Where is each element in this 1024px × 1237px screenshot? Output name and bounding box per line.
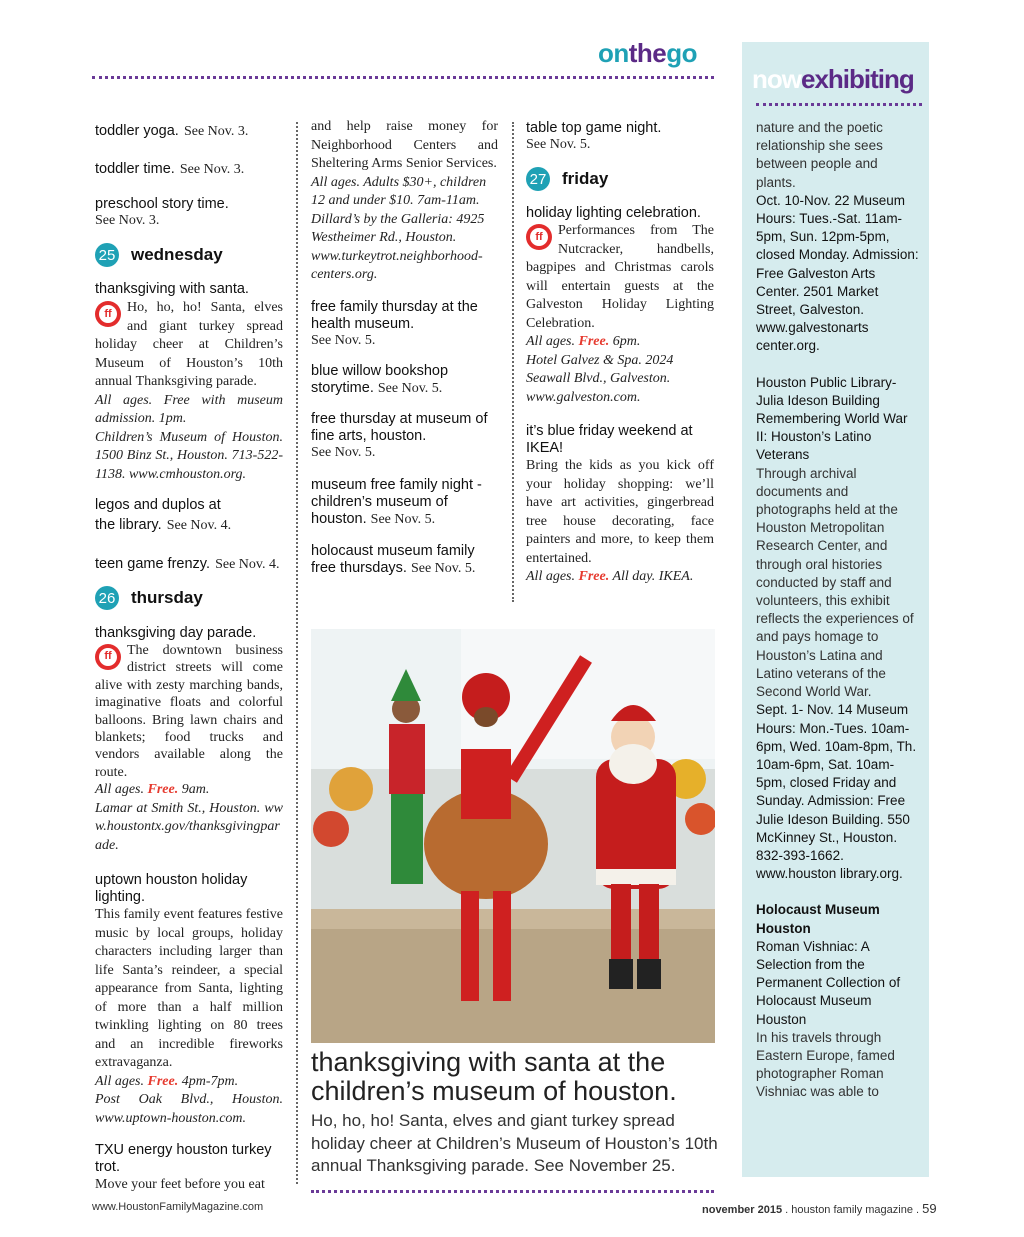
event-title: it’s blue friday weekend at IKEA! bbox=[526, 423, 693, 456]
photo-illustration bbox=[311, 629, 715, 1043]
exhibit-2-description: Through archival documents and photographs held at the Houston Metropolitan Research Center, and through oral histories conducted by staff and volunteers, this exhibit reflects the experiences of and pays homage to Houston’s Latina and Latino veterans of the Second World War. bbox=[756, 465, 914, 700]
event-details bbox=[95, 781, 283, 800]
event-see: See Nov. 5. bbox=[311, 332, 376, 348]
column-divider bbox=[512, 122, 514, 602]
event-body bbox=[526, 222, 714, 333]
exhibit-2-details: Sept. 1- Nov. 14 Museum Hours: Mon.-Tues. 10am-6pm, Wed. 10am-8pm, Th. 10am-6pm, Sat. 10am-5pm, closed Friday and Sunday. Admission: Free Julie Ideson Building. 550 McKinney St., Houston. 832-393-1662. www.houston library.org. bbox=[756, 702, 917, 882]
event-see: See Nov. 5. bbox=[410, 560, 476, 576]
column-1 bbox=[95, 118, 283, 1195]
ages: All ages. bbox=[95, 782, 144, 798]
title-text: museum free family night - children’s museum of houston. bbox=[311, 476, 482, 527]
event-title: uptown houston holiday lighting. bbox=[95, 872, 248, 906]
ages: All ages. bbox=[95, 1073, 144, 1089]
sidebar-heading bbox=[752, 64, 914, 95]
photo-caption-body: Ho, ho, ho! Santa, elves and giant turkey spread holiday cheer at Children’s Museum of Houston’s 10th annual Thanksgiving parade. See November 25. bbox=[311, 1111, 718, 1175]
exhibit-2-title: Houston Public Library-Julia Ideson Building Remembering World War II: Houston’s Latino Veterans bbox=[756, 374, 908, 463]
footer-page-number: 59 bbox=[922, 1201, 937, 1216]
exhibit-3-subtitle: Roman Vishniac: A Selection from the Permanent Collection of Holocaust Museum Houston bbox=[756, 938, 901, 1027]
event-title: toddler time. bbox=[95, 161, 175, 177]
header-divider bbox=[92, 76, 714, 79]
event-description: Bring the kids as you kick off your holiday shopping: we’ll have art activities, gingerbread tree house decorating, face painters and more, to keep them entertained. bbox=[526, 458, 714, 566]
event-see: See Nov. 3. bbox=[183, 124, 249, 139]
event-title bbox=[311, 543, 498, 577]
event-body bbox=[95, 299, 283, 392]
exhibit-1-description: nature and the poetic relationship she sees between people and plants. bbox=[756, 120, 883, 190]
event-title: preschool story time. bbox=[95, 196, 229, 212]
column-divider bbox=[296, 122, 298, 1184]
sidebar-divider bbox=[756, 103, 922, 106]
day-header-26 bbox=[95, 586, 283, 610]
event-body bbox=[95, 642, 283, 781]
event-details bbox=[526, 568, 714, 587]
free-label: Free. bbox=[147, 782, 179, 798]
day-name: thursday bbox=[131, 588, 203, 607]
free-label: Free. bbox=[578, 569, 610, 584]
event-see: See Nov. 5. bbox=[377, 380, 443, 396]
photo-caption-heading: thanksgiving with santa at the children’s museum of houston. bbox=[311, 1047, 677, 1106]
heading-exhibiting: exhibiting bbox=[801, 64, 914, 94]
time: All day. IKEA. bbox=[612, 569, 694, 584]
exhibit-3-title: Holocaust Museum Houston bbox=[756, 902, 880, 936]
event-location: Lamar at Smith St., Houston. www.houstontx.gov/thanksgivingparade. bbox=[95, 800, 283, 853]
day-name: friday bbox=[562, 169, 609, 188]
event-details: All ages. Adults $30+, children 12 and under $10. 7am-11am. Dillard’s by the Galleria: 4925 Westheimer Rd., Houston. www.turkeytrot.neighborhood-centers.org. bbox=[311, 174, 487, 282]
family-friendly-icon: ff bbox=[95, 644, 121, 670]
event-title: free family thursday at the health museum. bbox=[311, 298, 478, 332]
event-title: legos and duplos at bbox=[95, 497, 221, 513]
event-details bbox=[526, 333, 714, 352]
event-title: the library. bbox=[95, 517, 162, 533]
event-description: and help raise money for Neighborhood Centers and Sheltering Arms Senior Services. bbox=[311, 119, 498, 171]
event-details bbox=[95, 1073, 283, 1092]
exhibit-3-description: In his travels through Eastern Europe, famed photographer Roman Vishniac was able to bbox=[756, 1029, 895, 1100]
family-friendly-icon: ff bbox=[95, 301, 121, 327]
footer-issue-date: november 2015 bbox=[702, 1204, 783, 1216]
day-header-25 bbox=[95, 243, 283, 267]
event-location: Post Oak Blvd., Houston. www.uptown-houston.com. bbox=[95, 1092, 283, 1126]
event-title: teen game frenzy. bbox=[95, 556, 210, 572]
column-2 bbox=[311, 118, 498, 577]
footer-issue bbox=[702, 1201, 937, 1216]
event-see: See Nov. 4. bbox=[166, 518, 232, 533]
footer-magazine: . houston family magazine . bbox=[785, 1204, 920, 1216]
sidebar-content bbox=[756, 119, 920, 1102]
event-see: See Nov. 3. bbox=[179, 162, 245, 177]
brand-on: on bbox=[598, 38, 629, 68]
footer-website: www.HoustonFamilyMagazine.com bbox=[92, 1201, 264, 1213]
brand-go: go bbox=[666, 38, 698, 68]
event-title: holiday lighting celebration. bbox=[526, 205, 701, 221]
ages: All ages. bbox=[526, 569, 575, 584]
day-name: wednesday bbox=[131, 245, 223, 264]
day-number-badge: 27 bbox=[526, 167, 550, 191]
exhibit-1-details: Oct. 10-Nov. 22 Museum Hours: Tues.-Sat. 11am-5pm, Sun. 12pm-5pm, closed Monday. Admission: Free Galveston Arts Center. 2501 Market Street, Galveston. www.galvestonarts center.org. bbox=[756, 192, 919, 354]
time: 4pm-7pm. bbox=[181, 1073, 239, 1089]
event-description: Move your feet before you eat bbox=[95, 1177, 265, 1193]
event-title: thanksgiving day parade. bbox=[95, 625, 257, 641]
section-brand bbox=[598, 38, 697, 69]
event-description: This family event features festive music by local groups, holiday characters including larger than life Santa’s reindeer, a special appearance from Santa, lighting of more than a half million twinkling lighting on 80 trees and an incredible fireworks extravaganza. bbox=[95, 907, 283, 1071]
day-number-badge: 25 bbox=[95, 243, 119, 267]
time: 6pm. bbox=[612, 334, 641, 349]
event-title: free thursday at museum of fine arts, houston. bbox=[311, 410, 488, 444]
time: 9am. bbox=[181, 782, 210, 798]
event-description: Ho, ho, ho! Santa, elves and giant turkey spread holiday cheer at Children’s Museum of Houston’s 10th annual Thanksgiving parade. bbox=[95, 300, 283, 389]
event-title: toddler yoga. bbox=[95, 123, 179, 139]
event-see: See Nov. 3. bbox=[95, 213, 160, 228]
event-title bbox=[311, 477, 498, 528]
ages: All ages. bbox=[526, 334, 575, 349]
free-label: Free. bbox=[578, 334, 610, 349]
bottom-divider bbox=[311, 1190, 714, 1193]
free-label: Free. bbox=[147, 1073, 179, 1089]
event-title: TXU energy houston turkey trot. bbox=[95, 1142, 272, 1176]
event-description: The downtown business district streets will come alive with zesty marching bands, imaginative floats and colorful balloons. Bring lawn chairs and blankets; food trucks and vendors available along the route. bbox=[95, 643, 283, 780]
event-location: Hotel Galvez & Spa. 2024 Seawall Blvd., Galveston. www.galveston.com. bbox=[526, 352, 674, 405]
event-see: See Nov. 5. bbox=[311, 444, 376, 460]
brand-the: the bbox=[628, 38, 667, 68]
column-3 bbox=[526, 118, 714, 587]
event-title bbox=[311, 363, 498, 397]
event-see: See Nov. 5. bbox=[526, 137, 591, 152]
heading-now: now bbox=[752, 64, 801, 94]
family-friendly-icon: ff bbox=[526, 224, 552, 250]
event-title: table top game night. bbox=[526, 120, 662, 136]
day-header-27 bbox=[526, 167, 714, 191]
event-description: Performances from The Nutcracker, handbells, bagpipes and Christmas carols will entertain guests at the Galveston Holiday Lighting Celebration. bbox=[526, 223, 714, 331]
event-details: All ages. Free with museum admission. 1pm. bbox=[95, 392, 283, 426]
event-photo bbox=[311, 629, 715, 1043]
event-title: thanksgiving with santa. bbox=[95, 281, 249, 297]
title-text: blue willow bookshop storytime. bbox=[311, 362, 449, 396]
day-number-badge: 26 bbox=[95, 586, 119, 610]
event-see: See Nov. 5. bbox=[370, 511, 436, 527]
event-location: Children’s Museum of Houston. 1500 Binz St., Houston. 713-522-1138. www.cmhouston.org. bbox=[95, 429, 283, 482]
title-text: holocaust museum family free thursdays. bbox=[311, 542, 475, 576]
event-see: See Nov. 4. bbox=[215, 557, 280, 572]
